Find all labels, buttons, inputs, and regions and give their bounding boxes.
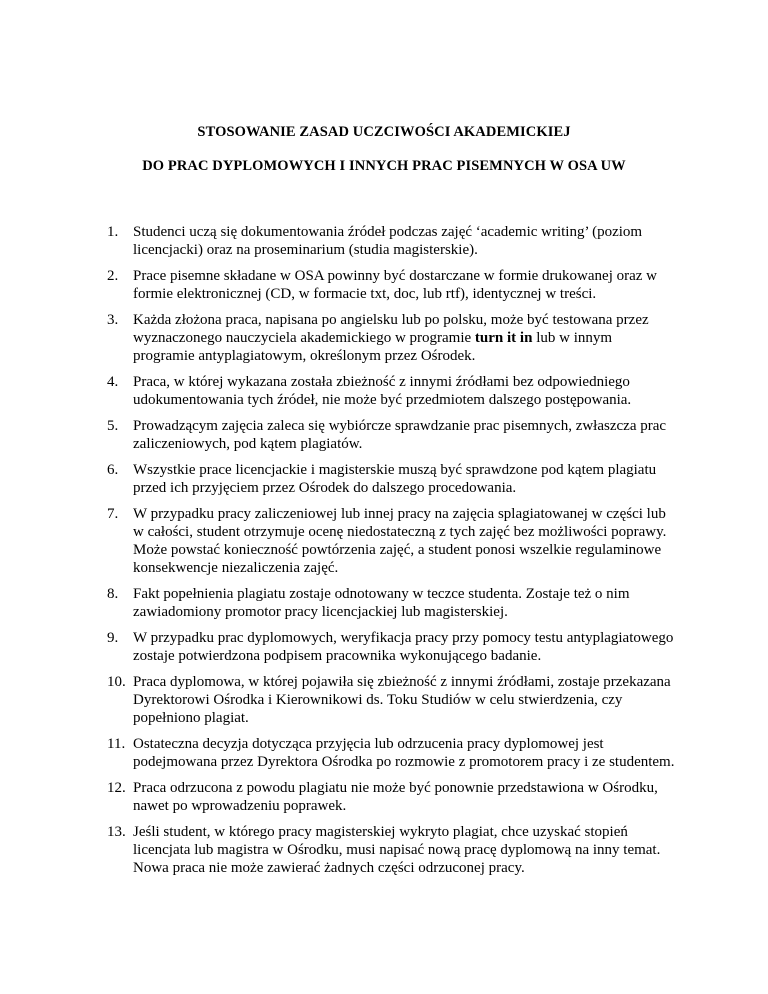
list-item-number: 11. [107, 736, 126, 752]
text-line: Dyrektorowi Ośrodka i Kierownikowi ds. Toku Studiów w celu stwierdzenia, czy [133, 692, 623, 708]
text-line: popełniono plagiat. [133, 710, 249, 726]
list-item-text [133, 311, 681, 365]
list-item-10 [0, 673, 768, 727]
list-item-9 [0, 629, 768, 665]
text-line: licencjacki) oraz na proseminarium (studia magisterskie). [133, 242, 478, 258]
list-item-number: 10. [107, 674, 126, 690]
text-line: Nowa praca nie może zawierać żadnych części odrzuconej pracy. [133, 860, 525, 876]
list-item-number: 2. [107, 268, 119, 284]
text-line: nawet po wprowadzeniu poprawek. [133, 798, 347, 814]
list-item-number: 7. [107, 506, 119, 522]
list-item-text [133, 779, 681, 815]
text-line: licencjata lub magistra w Ośrodku, musi napisać nową pracę dyplomową na inny temat. [133, 842, 661, 858]
list-item-number: 8. [107, 586, 119, 602]
text-line: w całości, student otrzymuje ocenę niedostateczną z tych zajęć bez możliwości poprawy. [133, 524, 667, 540]
text-line: Każda złożona praca, napisana po angielsku lub po polsku, może być testowana przez [133, 312, 649, 328]
list-item-text [133, 505, 681, 577]
list-item-1 [0, 223, 768, 259]
list-item-text [133, 585, 681, 621]
text-line: formie elektronicznej (CD, w formacie txt, doc, lub rtf), identycznej w treści. [133, 286, 597, 302]
list-item-text [133, 223, 681, 259]
rules-list [0, 223, 768, 885]
text-line: W przypadku pracy zaliczeniowej lub innej pracy na zajęcia splagiatowanej w części lub [133, 506, 666, 522]
text-line: Studenci uczą się dokumentowania źródeł podczas zajęć ‘academic writing’ (poziom [133, 224, 643, 240]
text-line: Praca, w której wykazana została zbieżność z innymi źródłami bez odpowiedniego [133, 374, 630, 390]
document-subtitle: DO PRAC DYPLOMOWYCH I INNYCH PRAC PISEMNYCH W OSA UW [142, 158, 626, 174]
list-item-13 [0, 823, 768, 877]
text-line: Prace pisemne składane w OSA powinny być dostarczane w formie drukowanej oraz w [133, 268, 658, 284]
list-item-text [133, 823, 681, 877]
list-item-text [133, 629, 681, 665]
text-line: konsekwencje niezaliczenia zajęć. [133, 560, 339, 576]
list-item-number: 12. [107, 780, 126, 796]
list-item-5 [0, 417, 768, 453]
list-item-number: 6. [107, 462, 119, 478]
document-title: STOSOWANIE ZASAD UCZCIWOŚCI AKADEMICKIEJ [197, 124, 571, 140]
list-item-7 [0, 505, 768, 577]
list-item-8 [0, 585, 768, 621]
text-segment: lub w innym [532, 330, 613, 346]
text-line: zawiadomiony promotor pracy licencjackiej lub magisterskiej. [133, 604, 508, 620]
text-line: W przypadku prac dyplomowych, weryfikacja pracy przy pomocy testu antyplagiatowego [133, 630, 674, 646]
text-line: Jeśli student, w którego pracy magisterskiej wykryto plagiat, chce uzyskać stopień [133, 824, 628, 840]
text-line: Fakt popełnienia plagiatu zostaje odnotowany w teczce studenta. Zostaje też o nim [133, 586, 630, 602]
program-name: turn it in [474, 330, 533, 346]
text-line: Praca dyplomowa, w której pojawiła się zbieżność z innymi źródłami, zostaje przekazana [133, 674, 671, 690]
text-line: przed ich przyjęciem przez Ośrodek do dalszego procedowania. [133, 480, 517, 496]
list-item-text [133, 461, 681, 497]
list-item-text [133, 373, 681, 409]
list-item-number: 13. [107, 824, 126, 840]
list-item-number: 3. [107, 312, 119, 328]
list-item-3 [0, 311, 768, 365]
list-item-11 [0, 735, 768, 771]
text-line: Praca odrzucona z powodu plagiatu nie może być ponownie przedstawiona w Ośrodku, [133, 780, 658, 796]
list-item-6 [0, 461, 768, 497]
list-item-number: 4. [107, 374, 119, 390]
text-line: Może powstać konieczność powtórzenia zajęć, a student ponosi wszelkie regulaminowe [133, 542, 662, 558]
list-item-text [133, 673, 681, 727]
text-line: programie antyplagiatowym, określonym przez Ośrodek. [133, 348, 476, 364]
text-line [133, 329, 681, 347]
text-segment: wyznaczonego nauczyciela akademickiego w programie [133, 330, 475, 346]
list-item-number: 9. [107, 630, 119, 646]
list-item-2 [0, 267, 768, 303]
list-item-text [133, 735, 681, 771]
text-line: zostaje potwierdzona podpisem pracownika wykonującego badanie. [133, 648, 542, 664]
list-item-12 [0, 779, 768, 815]
list-item-text [133, 267, 681, 303]
text-line: Prowadzącym zajęcia zaleca się wybiórcze sprawdzanie prac pisemnych, zwłaszcza prac [133, 418, 667, 434]
text-line: udokumentowania tych źródeł, nie może być przedmiotem dalszego postępowania. [133, 392, 632, 408]
text-line: Wszystkie prace licencjackie i magisterskie muszą być sprawdzone pod kątem plagiatu [133, 462, 657, 478]
text-line: zaliczeniowych, pod kątem plagiatów. [133, 436, 363, 452]
list-item-number: 1. [107, 224, 119, 240]
list-item-4 [0, 373, 768, 409]
text-line: podejmowana przez Dyrektora Ośrodka po rozmowie z promotorem pracy i ze studentem. [133, 754, 675, 770]
list-item-text [133, 417, 681, 453]
list-item-number: 5. [107, 418, 119, 434]
text-line: Ostateczna decyzja dotycząca przyjęcia lub odrzucenia pracy dyplomowej jest [133, 736, 604, 752]
